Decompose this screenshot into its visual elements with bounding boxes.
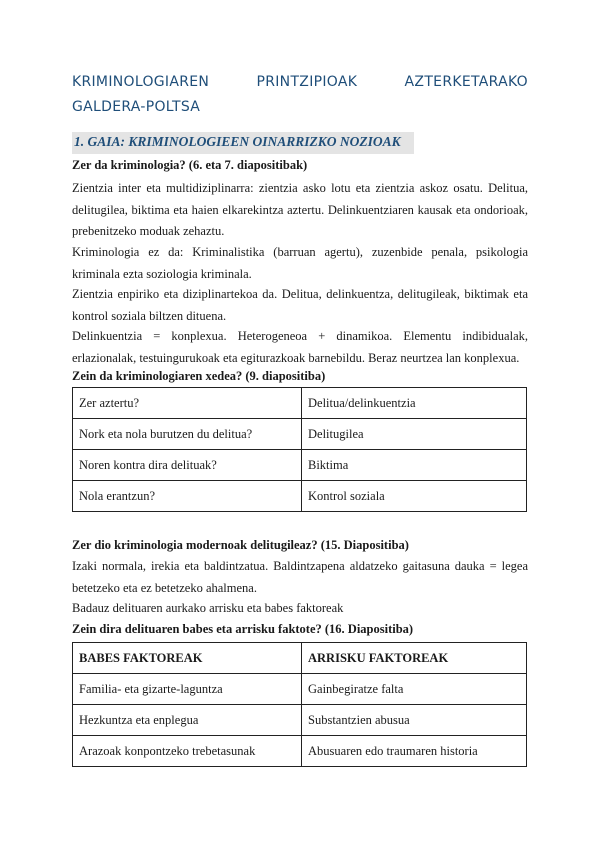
section-heading-text: 1. GAIA: KRIMINOLOGIEEN OINARRIZKO NOZIOAK (74, 134, 401, 149)
question-heading: Zein dira delituaren babes eta arrisku faktote? (16. Diapositiba) (72, 622, 414, 636)
table-row (73, 705, 527, 736)
paragraph: Badauz delituaren aurkako arrisku eta babes faktoreak (72, 601, 344, 615)
table-cell: Delitugilea (302, 419, 527, 450)
table-row (73, 450, 527, 481)
table-row (73, 736, 527, 767)
table-row (73, 419, 527, 450)
table-row (73, 481, 527, 512)
table-row (73, 388, 527, 419)
table-cell: Arazoak konpontzeko trebetasunak (73, 736, 302, 767)
paragraph: Zientzia inter eta multidiziplinarra: zientzia asko lotu eta zientzia askoz osatu. Delitua, delitugilea, biktima eta haien elkarekintza aztertu. Delinkuentziaren kausak eta ondorioak, prebenitzeko moduak zehaztu. (72, 181, 528, 238)
paragraph: Zientzia enpiriko eta diziplinartekoa da. Delitua, delinkuentza, delitugileak, biktimak eta kontrol soziala biltzen dituena. (72, 287, 528, 323)
section-heading (72, 132, 414, 154)
table-cell: Nork eta nola burutzen du delitua? (73, 419, 302, 450)
factors-table (72, 642, 527, 767)
paragraph: Kriminologia ez da: Kriminalistika (barruan agertu), zuzenbide penala, psikologia kriminala ezta soziologia kriminala. (72, 245, 528, 281)
table-header-row (73, 643, 527, 674)
table-cell: Familia- eta gizarte-laguntza (73, 674, 302, 705)
column-header-risk: ARRISKU FAKTOREAK (302, 643, 527, 674)
table-cell: Hezkuntza eta enplegua (73, 705, 302, 736)
document-title (72, 70, 528, 120)
table-cell: Zer aztertu? (73, 388, 302, 419)
table-cell: Abusuaren edo traumaren historia (302, 736, 527, 767)
table-cell: Noren kontra dira delituak? (73, 450, 302, 481)
table-row (73, 674, 527, 705)
table-cell: Substantzien abusua (302, 705, 527, 736)
paragraph: Izaki normala, irekia eta baldintzatua. Baldintzapena aldatzeko gaitasuna dauka = legea betetzeko eta ez betetzeko ahalmena. (72, 559, 528, 595)
table-cell: Gainbegiratze falta (302, 674, 527, 705)
question-heading: Zer dio kriminologia modernoak delitugileaz? (15. Diapositiba) (72, 538, 409, 552)
paragraph: Delinkuentzia = konplexua. Heterogeneoa + dinamikoa. Elementu indibidualak, erlazionalak, testuingurukoak eta egiturazkoak barnebildu. Beraz neurtzea lan konplexua. (72, 329, 528, 365)
column-header-protective: BABES FAKTOREAK (73, 643, 302, 674)
document-title-line1: KRIMINOLOGIAREN PRINTZIPIOAK AZTERKETARAKO (72, 74, 528, 90)
question-heading: Zer da kriminologia? (6. eta 7. diapositibak) (72, 158, 308, 172)
question-heading: Zein da kriminologiaren xedea? (9. diapositiba) (72, 369, 326, 383)
table-cell: Kontrol soziala (302, 481, 527, 512)
document-title-line2: GALDERA-POLTSA (72, 99, 201, 115)
table-cell: Nola erantzun? (73, 481, 302, 512)
objective-table (72, 387, 527, 512)
table-cell: Biktima (302, 450, 527, 481)
table-cell: Delitua/delinkuentzia (302, 388, 527, 419)
